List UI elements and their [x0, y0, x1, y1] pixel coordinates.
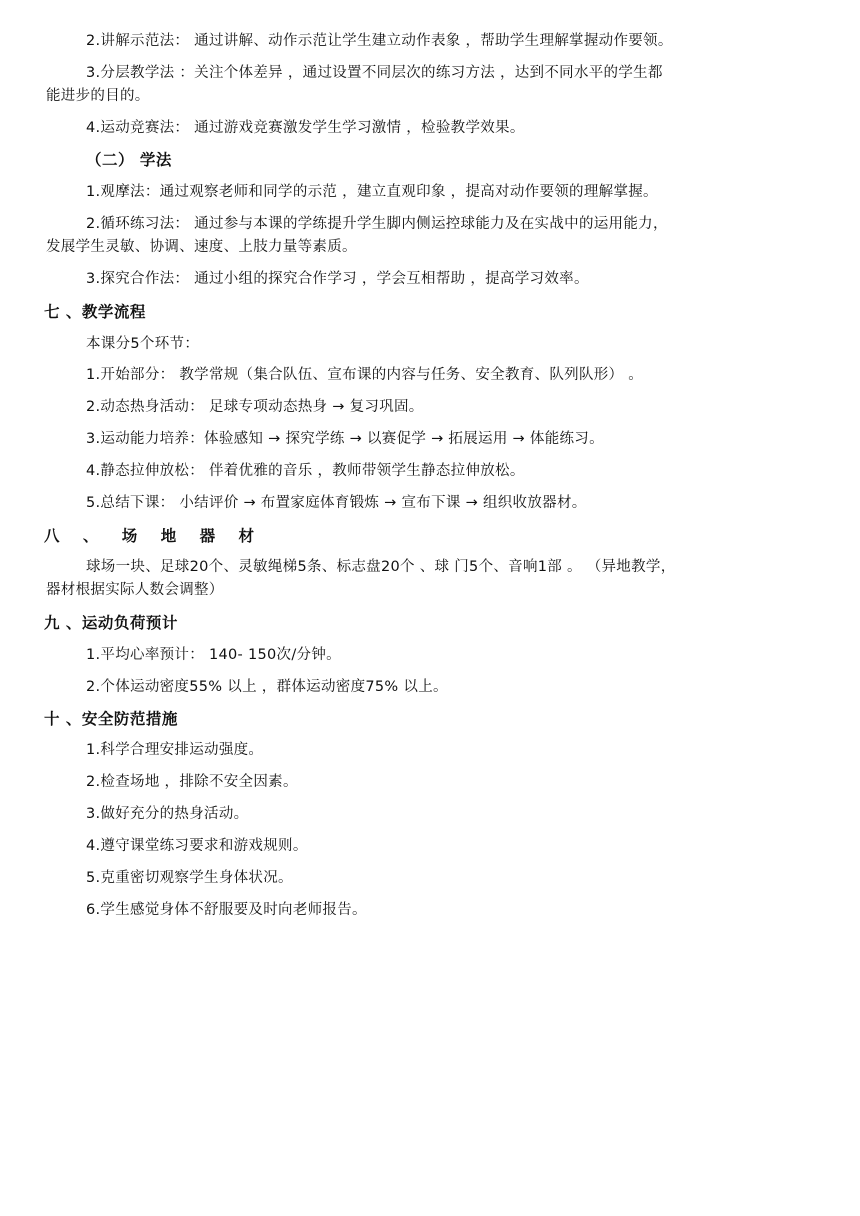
safety-item-5: 5.克重密切观察学生身体状况。 — [86, 870, 293, 886]
learning-item-1: 1.观摩法：通过观察老师和同学的示范 ，建立直观印象 ，提高对动作要领的理解掌握。 — [86, 184, 658, 200]
load-item-1: 1.平均心率预计： 140- 150次/分钟。 — [86, 647, 341, 663]
safety-item-6: 6.学生感觉身体不舒服要及时向老师报告。 — [86, 902, 367, 918]
learning-item-2 — [46, 213, 818, 259]
process-item-3: 3.运动能力培养：体验感知 → 探究学练 → 以赛促学 → 拓展运用 → 体能练习。 — [86, 431, 604, 447]
safety-item-2: 2.检查场地 ，排除不安全因素。 — [86, 774, 298, 790]
method-item-4: 4.运动竞赛法： 通过游戏竞赛激发学生学习激情 ，检验教学效果。 — [86, 120, 525, 136]
learning-item-3: 3.探究合作法： 通过小组的探究合作学习 ，学会互相帮助 ，提高学习效率。 — [86, 271, 589, 287]
process-item-1: 1.开始部分： 教学常规（集合队伍、宣布课的内容与任务、安全教育、队列队形） 。 — [86, 367, 644, 383]
method-item-3-line-2: 能进步的目的。 — [46, 88, 150, 104]
safety-heading: 十 、安全防范措施 — [44, 710, 178, 728]
process-item-5: 5.总结下课： 小结评价 → 布置家庭体育锻炼 → 宣布下课 → 组织收放器材。 — [86, 495, 587, 511]
process-item-2: 2.动态热身活动： 足球专项动态热身 → 复习巩固。 — [86, 399, 424, 415]
load-heading: 九 、运动负荷预计 — [44, 614, 178, 632]
method-item-2: 2.讲解示范法： 通过讲解、动作示范让学生建立动作表象 ，帮助学生理解掌握动作要领。 — [86, 33, 673, 49]
load-item-2: 2.个体运动密度55% 以上 ，群体运动密度75% 以上。 — [86, 679, 448, 695]
process-heading: 七 、教学流程 — [44, 303, 146, 321]
process-item-4: 4.静态拉伸放松： 伴着优雅的音乐 ，教师带领学生静态拉伸放松。 — [86, 463, 525, 479]
equipment-text-line-1: 球场一块、足球20个、灵敏绳梯5条、标志盘20个 、球 门5个、音响1部 。 （异地教学， — [86, 559, 676, 575]
method-item-3-line-1: 3.分层教学法 ：关注个体差异 ，通过设置不同层次的练习方法 ，达到不同水平的学生都 — [86, 65, 663, 81]
equipment-text-line-2: 器材根据实际人数会调整） — [46, 582, 224, 598]
equipment-heading: 八 、 场 地 器 材 — [44, 527, 263, 545]
learning-methods-heading: （二） 学法 — [86, 151, 172, 169]
equipment-text — [46, 556, 818, 602]
learning-item-2-line-1: 2.循环练习法： 通过参与本课的学练提升学生脚内侧运控球能力及在实战中的运用能力， — [86, 216, 668, 232]
learning-item-2-line-2: 发展学生灵敏、协调、速度、上肢力量等素质。 — [46, 239, 357, 255]
safety-item-4: 4.遵守课堂练习要求和游戏规则。 — [86, 838, 308, 854]
method-item-3 — [46, 62, 818, 108]
process-intro: 本课分5个环节： — [86, 336, 200, 352]
safety-item-1: 1.科学合理安排运动强度。 — [86, 742, 264, 758]
safety-item-3: 3.做好充分的热身活动。 — [86, 806, 249, 822]
